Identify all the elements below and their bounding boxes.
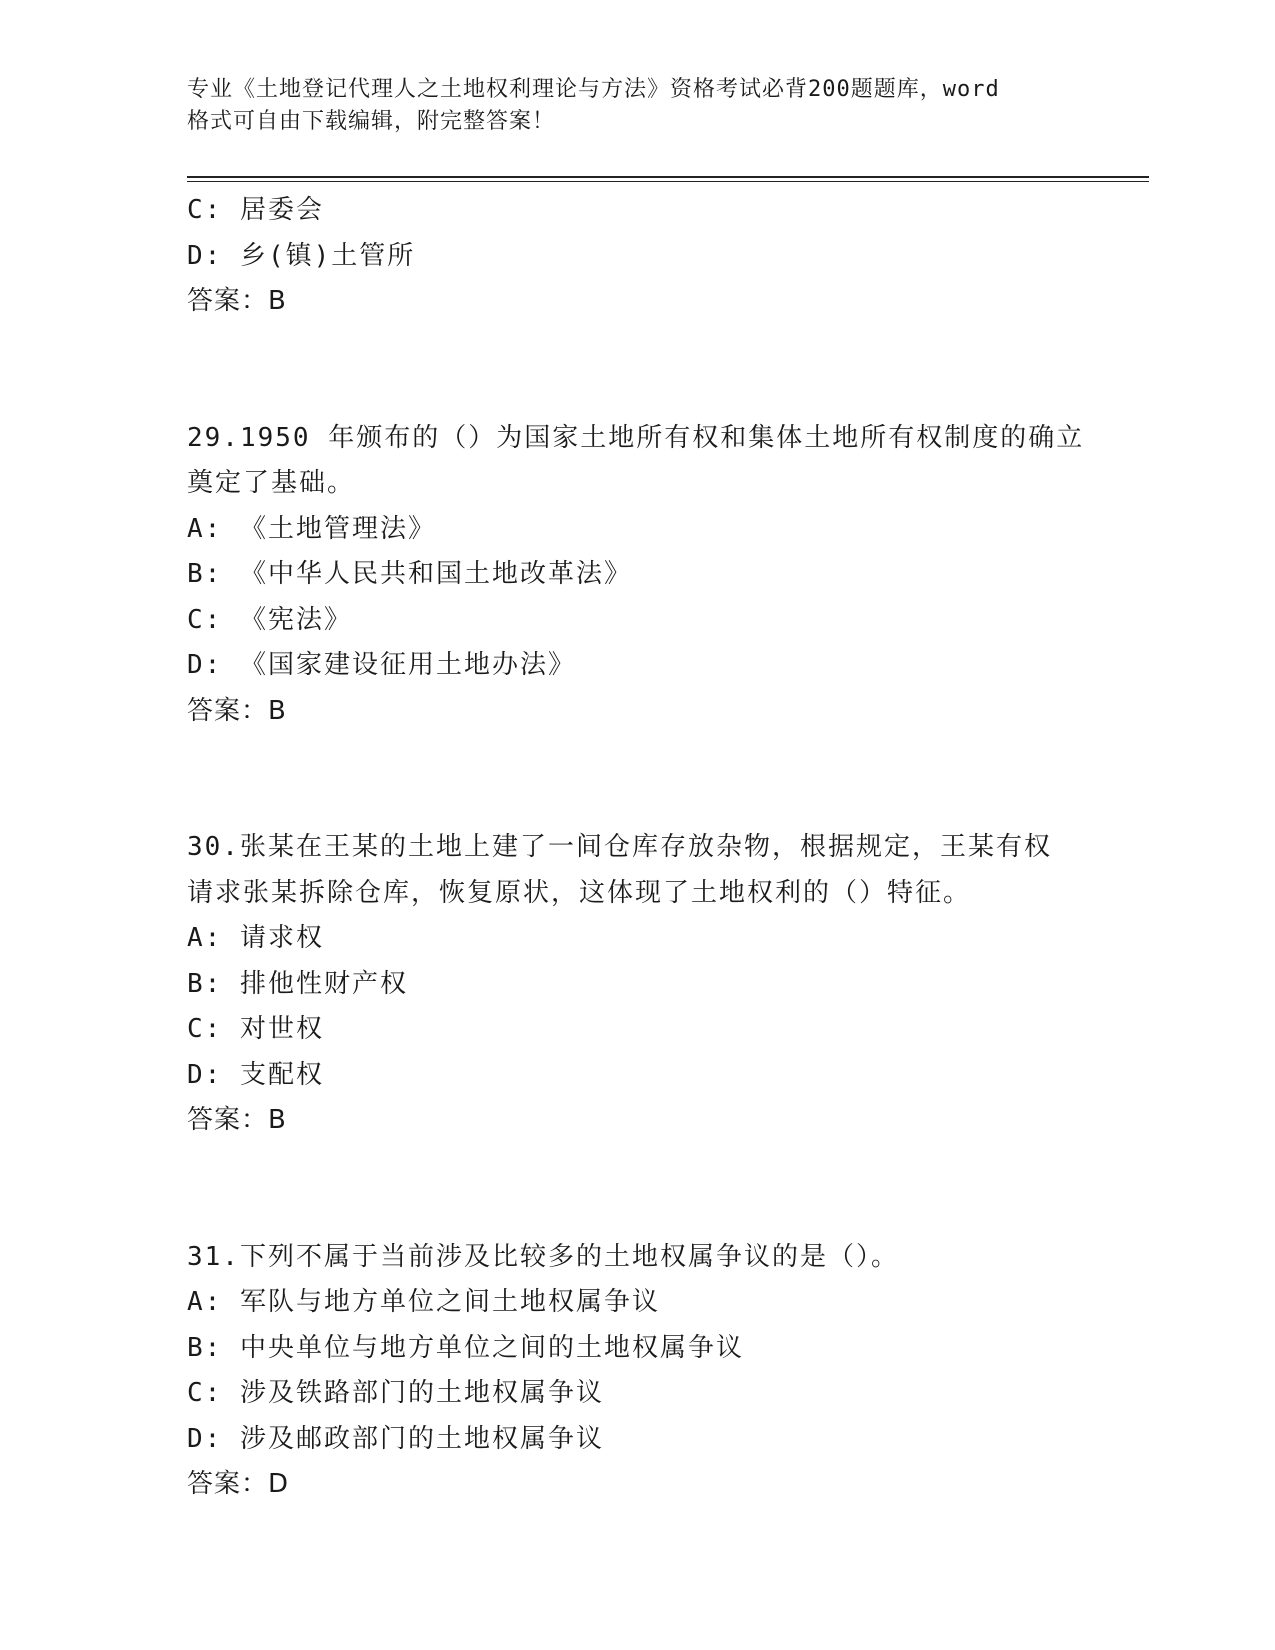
option-a: A: 《土地管理法》: [187, 513, 436, 544]
option-a: A: 军队与地方单位之间土地权属争议: [187, 1287, 660, 1317]
option-a: A: 请求权: [187, 923, 324, 953]
question-stem: 29.1950 年颁布的（）为国家土地所有权和集体土地所有权制度的确立: [187, 422, 1085, 453]
option-c: C: 《宪法》: [187, 604, 352, 635]
question-29: [187, 416, 1087, 735]
option-c: C: 涉及铁路部门的土地权属争议: [187, 1378, 604, 1408]
option-b: B: 《中华人民共和国土地改革法》: [187, 559, 632, 589]
question-stem-continued: 奠定了基础。: [187, 468, 356, 498]
question-28-tail: [187, 188, 1087, 325]
option-d: D: 乡(镇)土管所: [187, 240, 416, 271]
question-stem: 30.张某在王某的土地上建了一间仓库存放杂物，根据规定，王某有权: [187, 832, 1052, 862]
answer-line: 答案：B: [187, 286, 287, 316]
spacer: [187, 1144, 1087, 1235]
option-b: B: 排他性财产权: [187, 968, 408, 999]
option-d: D: 支配权: [187, 1059, 324, 1090]
option-c: C: 居委会: [187, 195, 324, 225]
answer-line: 答案：B: [187, 1105, 287, 1135]
option-d: D: 涉及邮政部门的土地权属争议: [187, 1423, 604, 1454]
question-stem-continued: 请求张某拆除仓库，恢复原状，这体现了土地权利的（）特征。: [187, 877, 972, 908]
option-b: B: 中央单位与地方单位之间的土地权属争议: [187, 1332, 744, 1363]
spacer: [187, 734, 1087, 825]
answer-line: 答案：B: [187, 695, 287, 726]
document-header: [187, 74, 1067, 138]
answer-line: 答案：D: [187, 1469, 290, 1499]
header-line-1: 专业《土地登记代理人之土地权利理论与方法》资格考试必背200题题库，word: [187, 77, 1000, 102]
option-d: D: 《国家建设征用土地办法》: [187, 650, 576, 680]
question-stem: 31.下列不属于当前涉及比较多的土地权属争议的是（）。: [187, 1241, 899, 1272]
spacer: [187, 325, 1087, 416]
header-line-2: 格式可自由下载编辑，附完整答案！: [187, 109, 556, 134]
option-c: C: 对世权: [187, 1014, 324, 1044]
question-list: [187, 188, 1087, 1508]
question-30: [187, 825, 1087, 1144]
question-31: [187, 1235, 1087, 1508]
header-divider-thick: [187, 176, 1149, 178]
header-divider-thin: [187, 181, 1149, 182]
